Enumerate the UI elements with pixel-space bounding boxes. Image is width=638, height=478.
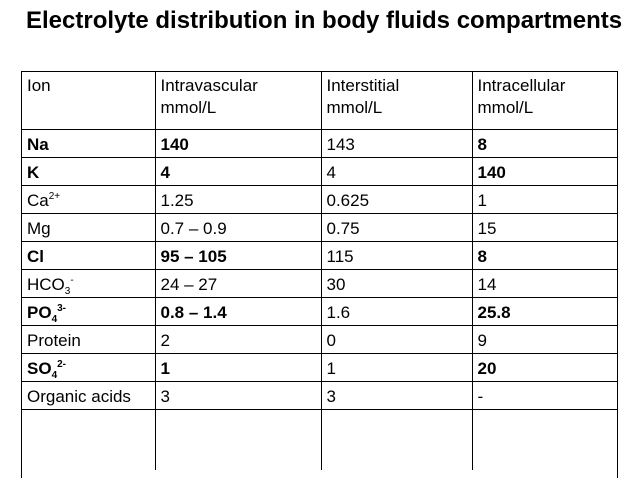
empty-cell [155, 410, 321, 471]
header-ion: Ion [22, 72, 155, 130]
intracellular-value-cell: 140 [472, 158, 618, 186]
table-row [22, 186, 618, 214]
intravascular-value-cell: 95 – 105 [155, 242, 321, 270]
electrolyte-table-container [21, 71, 618, 478]
ion-name: Protein [27, 331, 81, 350]
empty-cell [22, 410, 155, 471]
ion-subscript: 3 [64, 286, 71, 297]
header-interstitial: Interstitial mmol/L [321, 72, 472, 130]
ion-name: Na [27, 135, 49, 154]
ion-cell [22, 130, 155, 158]
table-row [22, 298, 618, 326]
ion-name: Ca [27, 191, 49, 210]
ion-cell [22, 242, 155, 270]
intravascular-value-cell: 3 [155, 382, 321, 410]
ion-cell [22, 186, 155, 214]
intravascular-value-cell: 140 [155, 130, 321, 158]
page-title: Electrolyte distribution in body fluids compartments [26, 7, 623, 34]
intracellular-value-cell: 1 [472, 186, 618, 214]
intracellular-value-cell: 8 [472, 130, 618, 158]
ion-name: Cl [27, 247, 44, 266]
interstitial-value-cell: 0.75 [321, 214, 472, 242]
intracellular-value-cell: 9 [472, 326, 618, 354]
ion-charge: 2+ [48, 191, 61, 202]
ion-charge: 2- [57, 359, 67, 370]
ion-name: K [27, 163, 40, 182]
table-header-row [22, 72, 618, 130]
intracellular-value-cell: 8 [472, 242, 618, 270]
interstitial-value-cell: 30 [321, 270, 472, 298]
ion-cell [22, 354, 155, 382]
ion-cell [22, 270, 155, 298]
ion-name: Organic acids [27, 387, 131, 406]
intravascular-value-cell: 1 [155, 354, 321, 382]
interstitial-value-cell: 1 [321, 354, 472, 382]
ion-name: HCO [27, 275, 65, 294]
header-intravascular: Intravascular mmol/L [155, 72, 321, 130]
ion-cell [22, 214, 155, 242]
ion-subscript: 4 [51, 314, 58, 325]
empty-cell [472, 410, 618, 471]
intracellular-value-cell: 25.8 [472, 298, 618, 326]
intracellular-value-cell: 20 [472, 354, 618, 382]
table-filler-row [22, 410, 618, 471]
intracellular-value-cell: 15 [472, 214, 618, 242]
table-row [22, 382, 618, 410]
intracellular-value-cell: - [472, 382, 618, 410]
ion-name: SO [27, 359, 52, 378]
ion-name: PO [27, 303, 52, 322]
table-row [22, 270, 618, 298]
interstitial-value-cell: 4 [321, 158, 472, 186]
ion-subscript: 4 [51, 370, 58, 381]
table-row [22, 326, 618, 354]
table-row [22, 130, 618, 158]
ion-cell [22, 298, 155, 326]
intravascular-value-cell: 1.25 [155, 186, 321, 214]
table-row [22, 158, 618, 186]
ion-cell [22, 326, 155, 354]
intravascular-value-cell: 0.8 – 1.4 [155, 298, 321, 326]
interstitial-value-cell: 0.625 [321, 186, 472, 214]
header-intracellular: Intracellular mmol/L [472, 72, 618, 130]
interstitial-value-cell: 0 [321, 326, 472, 354]
ion-charge: 3- [57, 303, 67, 314]
intravascular-value-cell: 0.7 – 0.9 [155, 214, 321, 242]
interstitial-value-cell: 3 [321, 382, 472, 410]
intravascular-value-cell: 24 – 27 [155, 270, 321, 298]
table-row [22, 354, 618, 382]
empty-cell [321, 410, 472, 471]
interstitial-value-cell: 115 [321, 242, 472, 270]
ion-name: Mg [27, 219, 51, 238]
electrolyte-table [22, 72, 618, 470]
table-row [22, 242, 618, 270]
intracellular-value-cell: 14 [472, 270, 618, 298]
ion-cell [22, 382, 155, 410]
interstitial-value-cell: 143 [321, 130, 472, 158]
interstitial-value-cell: 1.6 [321, 298, 472, 326]
ion-charge: - [70, 275, 74, 286]
table-row [22, 214, 618, 242]
intravascular-value-cell: 4 [155, 158, 321, 186]
intravascular-value-cell: 2 [155, 326, 321, 354]
ion-cell [22, 158, 155, 186]
